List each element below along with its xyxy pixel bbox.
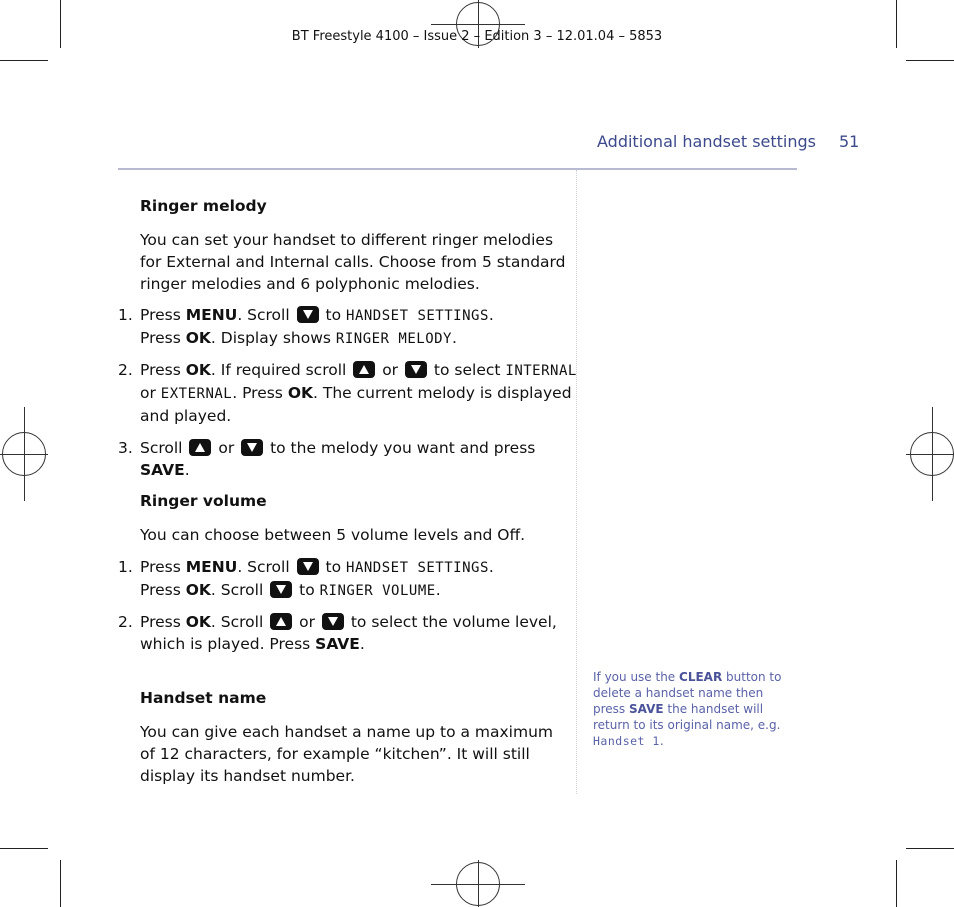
ringer-melody-step-3: 3. Scroll or to the melody you want and press SAVE. [118,439,536,479]
column-divider [576,170,577,794]
handset-name-intro: You can give each handset a name up to a maximum of 12 characters, for example “kitchen”. It will still display its handset number. [140,723,554,785]
down-arrow-key-icon [297,306,319,323]
crop-mark [60,860,61,907]
header-rule [118,168,797,170]
crop-mark [896,860,897,907]
ringer-melody-step-2: 2. Press OK. If required scroll or to select INTERNAL or EXTERNAL. Press OK. The current melody is displayed and played. [118,361,577,425]
ringer-melody-intro: You can set your handset to different ringer melodies for External and Internal calls. Choose from 5 standard ringer melodies and 6 polyphonic melodies. [140,231,566,293]
crop-mark [906,848,954,849]
down-arrow-key-icon [322,613,344,630]
crop-mark [906,60,954,61]
ringer-melody-step-1: 1. Press MENU. Scroll to HANDSET SETTINGS. Press OK. Display shows RINGER MELODY. [118,306,494,347]
print-slug: BT Freestyle 4100 – Issue 2 – Edition 3 – 12.01.04 – 5853 [291,29,663,44]
up-arrow-key-icon [270,613,292,630]
down-arrow-key-icon [270,581,292,598]
ringer-volume-heading: Ringer volume [140,492,267,510]
ringer-volume-intro: You can choose between 5 volume levels and Off. [140,526,526,544]
up-arrow-key-icon [353,361,375,378]
ringer-volume-step-1: 1. Press MENU. Scroll to HANDSET SETTINGS. Press OK. Scroll to RINGER VOLUME. [118,558,494,599]
handset-name-heading: Handset name [140,689,267,707]
crop-mark [0,848,48,849]
down-arrow-key-icon [241,439,263,456]
down-arrow-key-icon [297,558,319,575]
ringer-melody-heading: Ringer melody [140,197,267,215]
section-title: Additional handset settings [597,132,816,151]
page-number: 51 [839,132,860,151]
side-note: If you use the CLEAR button to delete a handset name then press SAVE the handset will return to its original name, e.g. Handset 1. [593,670,782,748]
ringer-volume-step-2: 2. Press OK. Scroll or to select the volume level, which is played. Press SAVE. [118,613,557,653]
crop-mark [0,60,48,61]
up-arrow-key-icon [189,439,211,456]
down-arrow-key-icon [405,361,427,378]
